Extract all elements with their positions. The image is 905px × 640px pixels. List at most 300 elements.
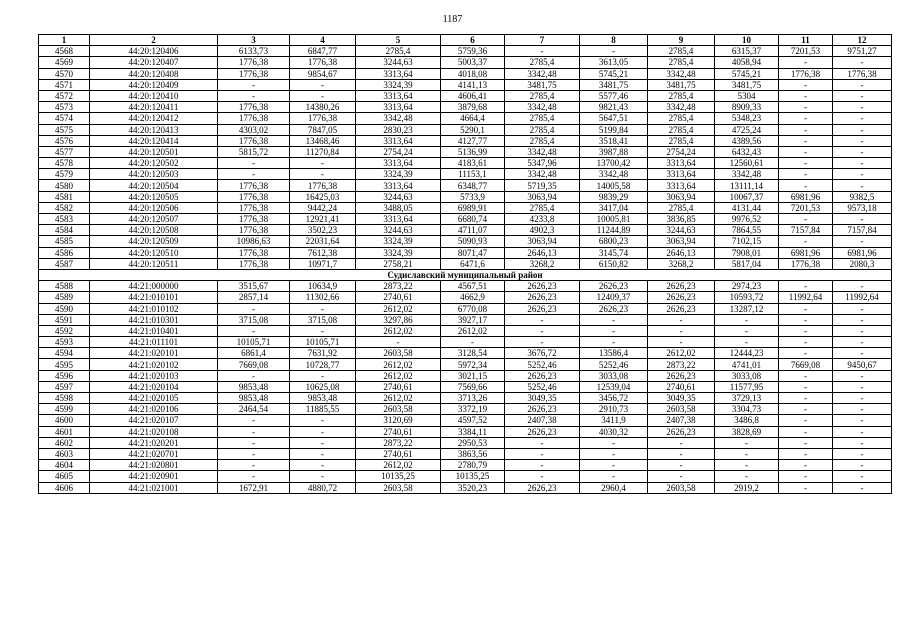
table-cell: 3481,75: [648, 79, 715, 90]
table-cell: -: [505, 471, 580, 482]
table-cell: 5972,34: [441, 359, 505, 370]
table-cell: -: [833, 169, 892, 180]
column-header: 3: [218, 35, 290, 46]
table-cell: 2873,22: [356, 437, 441, 448]
table-cell: 4596: [39, 370, 90, 381]
table-cell: 44:21:020701: [90, 448, 218, 459]
table-cell: 7201,53: [779, 46, 833, 57]
table-cell: 3063,94: [505, 236, 580, 247]
table-cell: -: [505, 325, 580, 336]
table-cell: -: [715, 471, 779, 482]
table-cell: 4570: [39, 68, 90, 79]
table-cell: 3324,39: [356, 79, 441, 90]
table-cell: 3481,75: [580, 79, 648, 90]
table-cell: 12444,23: [715, 348, 779, 359]
table-cell: 4587: [39, 258, 90, 269]
table-cell: 4567,51: [441, 281, 505, 292]
table-cell: -: [715, 314, 779, 325]
table-cell: 6800,23: [580, 236, 648, 247]
table-cell: 9450,67: [833, 359, 892, 370]
table-cell: -: [779, 460, 833, 471]
table-cell: -: [290, 169, 356, 180]
table-cell: -: [290, 448, 356, 459]
table-cell: 7569,66: [441, 381, 505, 392]
table-cell: 3128,54: [441, 348, 505, 359]
table-cell: 10625,08: [290, 381, 356, 392]
table-cell: 2785,4: [505, 135, 580, 146]
table-cell: -: [779, 325, 833, 336]
table-cell: 12921,41: [290, 214, 356, 225]
table-cell: -: [290, 437, 356, 448]
table-cell: 4577: [39, 146, 90, 157]
table-cell: 44:20:120511: [90, 258, 218, 269]
table-cell: 4127,77: [441, 135, 505, 146]
table-cell: 2740,61: [356, 448, 441, 459]
table-cell: 10728,77: [290, 359, 356, 370]
table-cell: -: [505, 314, 580, 325]
table-cell: 5647,51: [580, 113, 648, 124]
table-cell: -: [833, 415, 892, 426]
table-cell: -: [833, 146, 892, 157]
table-cell: 4233,8: [505, 214, 580, 225]
table-cell: 44:21:020102: [90, 359, 218, 370]
table-cell: -: [833, 370, 892, 381]
table-cell: 3120,69: [356, 415, 441, 426]
table-cell: 3145,74: [580, 247, 648, 258]
table-row: [39, 169, 892, 180]
table-cell: 3324,39: [356, 236, 441, 247]
table-cell: 3863,56: [441, 448, 505, 459]
column-header: 8: [580, 35, 648, 46]
table-row: [39, 359, 892, 370]
table-cell: -: [290, 415, 356, 426]
table-cell: -: [833, 236, 892, 247]
column-header: 7: [505, 35, 580, 46]
table-cell: -: [779, 426, 833, 437]
table-cell: -: [779, 180, 833, 191]
table-cell: -: [715, 337, 779, 348]
table-row: [39, 135, 892, 146]
table-cell: 6315,37: [715, 46, 779, 57]
table-cell: 3313,64: [648, 169, 715, 180]
table-cell: 4589: [39, 292, 90, 303]
table-cell: 5347,96: [505, 158, 580, 169]
table-cell: -: [218, 325, 290, 336]
table-cell: 44:20:120507: [90, 214, 218, 225]
table-cell: 3518,41: [580, 135, 648, 146]
table-row: [39, 236, 892, 247]
table-cell: -: [648, 337, 715, 348]
table-cell: -: [833, 180, 892, 191]
table-cell: 1776,38: [290, 57, 356, 68]
table-cell: 1776,38: [218, 225, 290, 236]
table-row: [39, 68, 892, 79]
table-cell: 44:20:120412: [90, 113, 218, 124]
table-cell: -: [218, 426, 290, 437]
table-cell: 2626,23: [648, 426, 715, 437]
table-cell: 3676,72: [505, 348, 580, 359]
table-cell: 3456,72: [580, 393, 648, 404]
table-cell: 4579: [39, 169, 90, 180]
table-cell: 4602: [39, 437, 90, 448]
table-cell: 7201,53: [779, 202, 833, 213]
table-cell: 44:20:120508: [90, 225, 218, 236]
table-cell: 7102,15: [715, 236, 779, 247]
table-cell: -: [833, 79, 892, 90]
table-cell: 3372,19: [441, 404, 505, 415]
table-cell: 4574: [39, 113, 90, 124]
table-cell: 4141,13: [441, 79, 505, 90]
table-cell: -: [779, 90, 833, 101]
table-cell: 2603,58: [648, 404, 715, 415]
table-row: [39, 471, 892, 482]
table-cell: 44:20:120503: [90, 169, 218, 180]
table-cell: 44:21:020101: [90, 348, 218, 359]
table-cell: 44:21:020901: [90, 471, 218, 482]
table-cell: 4603: [39, 448, 90, 459]
table-cell: 2612,02: [356, 370, 441, 381]
table-cell: 4575: [39, 124, 90, 135]
table-cell: 44:21:020106: [90, 404, 218, 415]
table-cell: 2626,23: [505, 482, 580, 493]
table-cell: -: [833, 325, 892, 336]
table-cell: 2873,22: [648, 359, 715, 370]
table-cell: 4606,41: [441, 90, 505, 101]
table-cell: 2780,79: [441, 460, 505, 471]
column-header: 4: [290, 35, 356, 46]
table-cell: 44:20:120510: [90, 247, 218, 258]
table-cell: 44:21:010301: [90, 314, 218, 325]
table-cell: 2080,3: [833, 258, 892, 269]
table-cell: 2626,23: [505, 292, 580, 303]
table-cell: -: [833, 281, 892, 292]
table-cell: 5290,1: [441, 124, 505, 135]
table-cell: -: [833, 57, 892, 68]
table-cell: -: [833, 482, 892, 493]
table-cell: 6847,77: [290, 46, 356, 57]
table-cell: 1776,38: [218, 68, 290, 79]
table-cell: -: [833, 337, 892, 348]
table-cell: 10634,9: [290, 281, 356, 292]
table-cell: 2740,61: [356, 292, 441, 303]
table-cell: 5252,46: [505, 381, 580, 392]
table-cell: 6989,91: [441, 202, 505, 213]
table-row: [39, 482, 892, 493]
table-cell: -: [833, 214, 892, 225]
table-cell: -: [833, 135, 892, 146]
table-cell: 44:21:020201: [90, 437, 218, 448]
table-cell: 2626,23: [648, 303, 715, 314]
table-cell: 5745,21: [580, 68, 648, 79]
table-row: [39, 381, 892, 392]
table-cell: 2785,4: [505, 202, 580, 213]
table-cell: 3342,48: [648, 68, 715, 79]
table-cell: 6861,4: [218, 348, 290, 359]
table-cell: -: [833, 393, 892, 404]
table-cell: 2626,23: [505, 303, 580, 314]
table-cell: -: [290, 426, 356, 437]
table-row: [39, 146, 892, 157]
table-cell: 10971,7: [290, 258, 356, 269]
table-cell: 5003,37: [441, 57, 505, 68]
table-cell: 2612,02: [648, 348, 715, 359]
table-cell: -: [779, 437, 833, 448]
table-cell: 2785,4: [648, 135, 715, 146]
table-cell: 9853,48: [218, 381, 290, 392]
table-cell: 4576: [39, 135, 90, 146]
table-cell: 2857,14: [218, 292, 290, 303]
table-cell: 2612,02: [356, 303, 441, 314]
table-cell: -: [441, 337, 505, 348]
table-cell: -: [779, 314, 833, 325]
column-header: 5: [356, 35, 441, 46]
table-cell: -: [833, 381, 892, 392]
table-cell: 3324,39: [356, 169, 441, 180]
table-cell: 3033,08: [715, 370, 779, 381]
table-row: [39, 325, 892, 336]
table-cell: 4303,02: [218, 124, 290, 135]
cadastral-value-table: [38, 34, 892, 494]
table-row: [39, 448, 892, 459]
table-cell: 8909,33: [715, 102, 779, 113]
table-cell: 4389,56: [715, 135, 779, 146]
table-cell: 3268,2: [648, 258, 715, 269]
table-cell: 4593: [39, 337, 90, 348]
table-cell: 2626,23: [505, 426, 580, 437]
table-row: [39, 426, 892, 437]
table-cell: -: [218, 303, 290, 314]
table-cell: 5817,04: [715, 258, 779, 269]
table-cell: 7631,92: [290, 348, 356, 359]
table-cell: 11885,55: [290, 404, 356, 415]
table-cell: -: [779, 158, 833, 169]
table-cell: 3049,35: [505, 393, 580, 404]
table-cell: 44:21:020103: [90, 370, 218, 381]
table-cell: 2612,02: [356, 460, 441, 471]
table-cell: 3713,26: [441, 393, 505, 404]
table-row: [39, 404, 892, 415]
table-cell: 44:20:120509: [90, 236, 218, 247]
table-cell: 2626,23: [505, 404, 580, 415]
table-row: [39, 460, 892, 471]
table-cell: 4030,32: [580, 426, 648, 437]
table-body-bottom: [39, 281, 892, 494]
table-cell: 4597: [39, 381, 90, 392]
table-cell: -: [833, 471, 892, 482]
table-cell: -: [290, 79, 356, 90]
table-cell: 1776,38: [779, 258, 833, 269]
table-cell: 2785,4: [505, 57, 580, 68]
table-row: [39, 57, 892, 68]
table-cell: 2626,23: [648, 370, 715, 381]
table-row: [39, 158, 892, 169]
table-cell: 4606: [39, 482, 90, 493]
table-cell: 22031,64: [290, 236, 356, 247]
table-cell: 3313,64: [356, 180, 441, 191]
table-cell: 4594: [39, 348, 90, 359]
table-cell: -: [505, 337, 580, 348]
table-cell: 5252,46: [580, 359, 648, 370]
table-cell: 10135,25: [441, 471, 505, 482]
table-cell: 3244,63: [356, 191, 441, 202]
table-cell: 3342,48: [505, 146, 580, 157]
table-cell: 3313,64: [356, 90, 441, 101]
table-row: [39, 281, 892, 292]
table-cell: 1776,38: [290, 180, 356, 191]
table-cell: 3520,23: [441, 482, 505, 493]
table-cell: 4568: [39, 46, 90, 57]
table-cell: 3836,85: [648, 214, 715, 225]
table-cell: 4573: [39, 102, 90, 113]
table-cell: 6981,96: [833, 247, 892, 258]
table-cell: 3879,68: [441, 102, 505, 113]
table-cell: 10593,72: [715, 292, 779, 303]
table-cell: 3613,05: [580, 57, 648, 68]
table-cell: 3304,73: [715, 404, 779, 415]
table-cell: -: [779, 146, 833, 157]
table-cell: -: [218, 90, 290, 101]
table-cell: -: [833, 303, 892, 314]
table-cell: 3927,17: [441, 314, 505, 325]
table-cell: 16425,03: [290, 191, 356, 202]
column-header: 1: [39, 35, 90, 46]
table-cell: 7157,84: [833, 225, 892, 236]
table-cell: 2785,4: [505, 124, 580, 135]
table-cell: 4598: [39, 393, 90, 404]
table-cell: 14005,58: [580, 180, 648, 191]
table-cell: 2603,58: [356, 348, 441, 359]
table-cell: 4662,9: [441, 292, 505, 303]
table-cell: 2626,23: [580, 281, 648, 292]
table-cell: 5136,99: [441, 146, 505, 157]
table-cell: 3342,48: [505, 169, 580, 180]
column-header: 2: [90, 35, 218, 46]
table-cell: -: [580, 46, 648, 57]
table-cell: 3488,05: [356, 202, 441, 213]
table-cell: -: [218, 460, 290, 471]
table-row: [39, 370, 892, 381]
table-cell: 4601: [39, 426, 90, 437]
table-cell: 44:21:020104: [90, 381, 218, 392]
table-cell: -: [779, 448, 833, 459]
table-cell: -: [505, 460, 580, 471]
table-cell: -: [779, 471, 833, 482]
table-cell: 7669,08: [218, 359, 290, 370]
table-cell: 10986,63: [218, 236, 290, 247]
table-cell: 44:21:000000: [90, 281, 218, 292]
table-cell: 5815,72: [218, 146, 290, 157]
table-cell: -: [833, 314, 892, 325]
table-cell: 9854,67: [290, 68, 356, 79]
table-cell: 6471,6: [441, 258, 505, 269]
table-cell: 4058,94: [715, 57, 779, 68]
table-cell: 4880,72: [290, 482, 356, 493]
table-cell: 4725,24: [715, 124, 779, 135]
table-cell: -: [580, 460, 648, 471]
table-row: [39, 180, 892, 191]
table-cell: 44:21:020105: [90, 393, 218, 404]
table-cell: 2603,58: [356, 482, 441, 493]
table-cell: 4572: [39, 90, 90, 101]
table-cell: -: [779, 124, 833, 135]
table-cell: 3384,11: [441, 426, 505, 437]
table-cell: 3342,48: [505, 102, 580, 113]
table-cell: -: [356, 337, 441, 348]
table-cell: -: [218, 370, 290, 381]
table-cell: 13287,12: [715, 303, 779, 314]
table-cell: 10105,71: [218, 337, 290, 348]
table-cell: 1776,38: [290, 113, 356, 124]
table-cell: -: [779, 113, 833, 124]
table-cell: -: [779, 381, 833, 392]
table-cell: 3244,63: [648, 225, 715, 236]
table-cell: 2612,02: [356, 325, 441, 336]
table-cell: -: [779, 303, 833, 314]
table-cell: 6432,43: [715, 146, 779, 157]
table-cell: -: [779, 236, 833, 247]
table-body-top: [39, 46, 892, 270]
table-cell: 44:20:120406: [90, 46, 218, 57]
table-cell: 13468,46: [290, 135, 356, 146]
table-cell: -: [833, 437, 892, 448]
table-cell: -: [779, 415, 833, 426]
table-cell: 10067,37: [715, 191, 779, 202]
table-cell: 1776,38: [218, 135, 290, 146]
table-cell: -: [779, 370, 833, 381]
table-row: [39, 247, 892, 258]
table-cell: -: [580, 437, 648, 448]
table-cell: 1672,91: [218, 482, 290, 493]
table-cell: -: [833, 448, 892, 459]
table-cell: 6770,08: [441, 303, 505, 314]
table-cell: 11992,64: [779, 292, 833, 303]
table-cell: 12409,37: [580, 292, 648, 303]
table-cell: 2603,58: [648, 482, 715, 493]
column-header: 6: [441, 35, 505, 46]
table-cell: 7864,55: [715, 225, 779, 236]
table-cell: 2910,73: [580, 404, 648, 415]
table-row: [39, 90, 892, 101]
table-cell: -: [648, 460, 715, 471]
table-cell: 44:21:010401: [90, 325, 218, 336]
table-cell: 2646,13: [505, 247, 580, 258]
table-cell: 2754,24: [648, 146, 715, 157]
table-cell: -: [218, 437, 290, 448]
table-cell: 3268,2: [505, 258, 580, 269]
table-cell: 2785,4: [648, 113, 715, 124]
table-cell: -: [505, 46, 580, 57]
table-cell: 4582: [39, 202, 90, 213]
table-cell: 5719,35: [505, 180, 580, 191]
table-cell: 44:20:120408: [90, 68, 218, 79]
table-cell: -: [779, 393, 833, 404]
table-row: [39, 124, 892, 135]
table-cell: 2785,4: [648, 90, 715, 101]
table-cell: -: [779, 482, 833, 493]
table-cell: 4604: [39, 460, 90, 471]
table-cell: 13111,14: [715, 180, 779, 191]
table-cell: 4591: [39, 314, 90, 325]
table-cell: 3987,88: [580, 146, 648, 157]
table-cell: 9382,5: [833, 191, 892, 202]
table-cell: 6348,77: [441, 180, 505, 191]
table-row: [39, 437, 892, 448]
table-cell: 44:20:120407: [90, 57, 218, 68]
table-cell: 1776,38: [833, 68, 892, 79]
table-cell: 4578: [39, 158, 90, 169]
table-cell: -: [779, 102, 833, 113]
table-cell: -: [580, 325, 648, 336]
